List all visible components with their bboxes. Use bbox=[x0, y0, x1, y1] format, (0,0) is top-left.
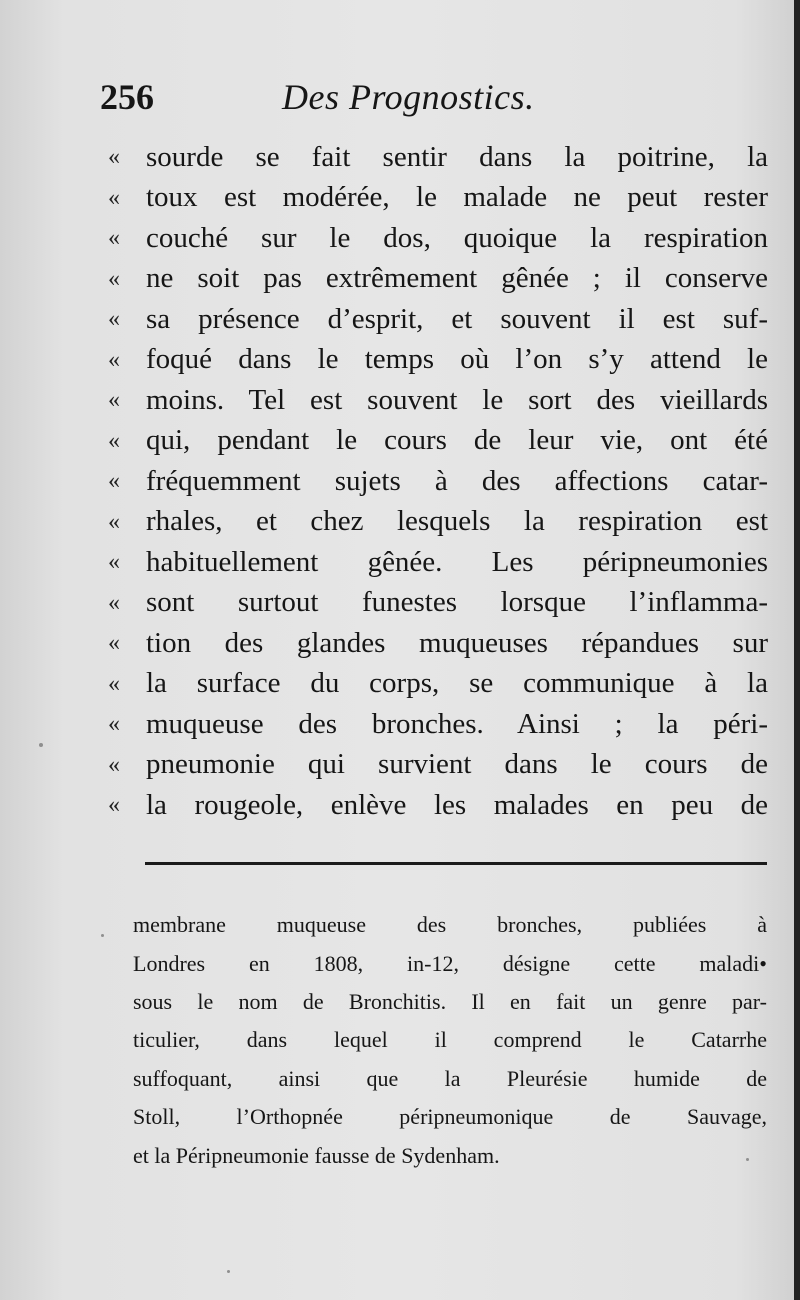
quote-mark: « bbox=[108, 184, 120, 211]
quote-mark: « bbox=[108, 711, 120, 738]
footnote-text: Londres en 1808, in-12, désigne cette maladi• bbox=[133, 950, 767, 976]
text-line bbox=[108, 623, 768, 664]
line-text: couché sur le dos, quoique la respiration bbox=[146, 221, 768, 254]
line-text: pneumonie qui survient dans le cours de bbox=[146, 748, 768, 781]
line-text: sourde se fait sentir dans la poitrine, la bbox=[146, 140, 768, 173]
quote-mark: « bbox=[108, 346, 120, 373]
quote-mark: « bbox=[108, 306, 120, 333]
paper-speck bbox=[227, 1270, 230, 1273]
line-text: rhales, et chez lesquels la respiration est bbox=[146, 505, 768, 538]
line-text: sont surtout funestes lorsque l’inflamma- bbox=[146, 586, 768, 619]
quote-mark: « bbox=[108, 265, 120, 292]
quote-mark: « bbox=[108, 589, 120, 616]
text-line bbox=[108, 299, 768, 340]
text-line bbox=[108, 583, 768, 624]
quote-mark: « bbox=[108, 508, 120, 535]
footnote-line bbox=[133, 1136, 767, 1174]
quote-mark: « bbox=[108, 670, 120, 697]
footnote-block bbox=[133, 906, 767, 1175]
quote-mark: « bbox=[108, 468, 120, 495]
line-text: la rougeole, enlève les malades en peu de bbox=[146, 788, 768, 821]
line-text: ne soit pas extrêmement gênée ; il conserve bbox=[146, 262, 768, 295]
text-line bbox=[108, 340, 768, 381]
text-line bbox=[108, 704, 768, 745]
line-text: fréquemment sujets à des affections catar- bbox=[146, 464, 768, 497]
line-text: qui, pendant le cours de leur vie, ont été bbox=[146, 424, 768, 457]
text-line bbox=[108, 380, 768, 421]
footnote-line bbox=[133, 944, 767, 982]
footnote-text: suffoquant, ainsi que la Pleurésie humide de bbox=[133, 1065, 767, 1091]
text-line bbox=[108, 218, 768, 259]
footnote-line bbox=[133, 1021, 767, 1059]
footnote-text: Stoll, l’Orthopnée péripneumonique de Sauvage, bbox=[133, 1104, 767, 1130]
text-line bbox=[108, 502, 768, 543]
main-text-block bbox=[108, 137, 768, 826]
text-line bbox=[108, 745, 768, 786]
footnote-line bbox=[133, 1098, 767, 1136]
line-text: muqueuse des bronches. Ainsi ; la péri- bbox=[146, 707, 768, 740]
page-edge-shadow bbox=[794, 0, 800, 1300]
footnote-line bbox=[133, 1060, 767, 1098]
paper-speck bbox=[39, 743, 43, 747]
text-line bbox=[108, 178, 768, 219]
text-line bbox=[108, 137, 768, 178]
footnote-line bbox=[133, 983, 767, 1021]
text-line bbox=[108, 664, 768, 705]
footnote-text: membrane muqueuse des bronches, publiées à bbox=[133, 912, 767, 938]
quote-mark: « bbox=[108, 387, 120, 414]
quote-mark: « bbox=[108, 144, 120, 171]
quote-mark: « bbox=[108, 225, 120, 252]
paper-speck bbox=[101, 934, 104, 937]
text-line bbox=[108, 259, 768, 300]
line-text: tion des glandes muqueuses répandues sur bbox=[146, 626, 768, 659]
text-line bbox=[108, 461, 768, 502]
quote-mark: « bbox=[108, 549, 120, 576]
line-text: moins. Tel est souvent le sort des vieillards bbox=[146, 383, 768, 416]
quote-mark: « bbox=[108, 751, 120, 778]
text-line bbox=[108, 542, 768, 583]
line-text: sa présence d’esprit, et souvent il est suf- bbox=[146, 302, 768, 335]
footnote-line bbox=[133, 906, 767, 944]
quote-mark: « bbox=[108, 792, 120, 819]
footnote-text: ticulier, dans lequel il comprend le Catarrhe bbox=[133, 1027, 767, 1053]
footnote-text: sous le nom de Bronchitis. Il en fait un genre par- bbox=[133, 988, 767, 1014]
quote-mark: « bbox=[108, 630, 120, 657]
page-number: 256 bbox=[100, 77, 154, 117]
text-line bbox=[108, 421, 768, 462]
footnote-separator-rule bbox=[145, 862, 767, 865]
footnote-text: et la Péripneumonie fausse de Sydenham. bbox=[133, 1142, 500, 1168]
quote-mark: « bbox=[108, 427, 120, 454]
text-line bbox=[108, 785, 768, 826]
line-text: la surface du corps, se communique à la bbox=[146, 667, 768, 700]
line-text: toux est modérée, le malade ne peut rester bbox=[146, 181, 768, 214]
running-title: Des Prognostics. bbox=[282, 77, 535, 117]
page-header bbox=[100, 72, 760, 122]
line-text: habituellement gênée. Les péripneumonies bbox=[146, 545, 768, 578]
line-text: foqué dans le temps où l’on s’y attend le bbox=[146, 343, 768, 376]
paper-speck bbox=[746, 1158, 749, 1161]
